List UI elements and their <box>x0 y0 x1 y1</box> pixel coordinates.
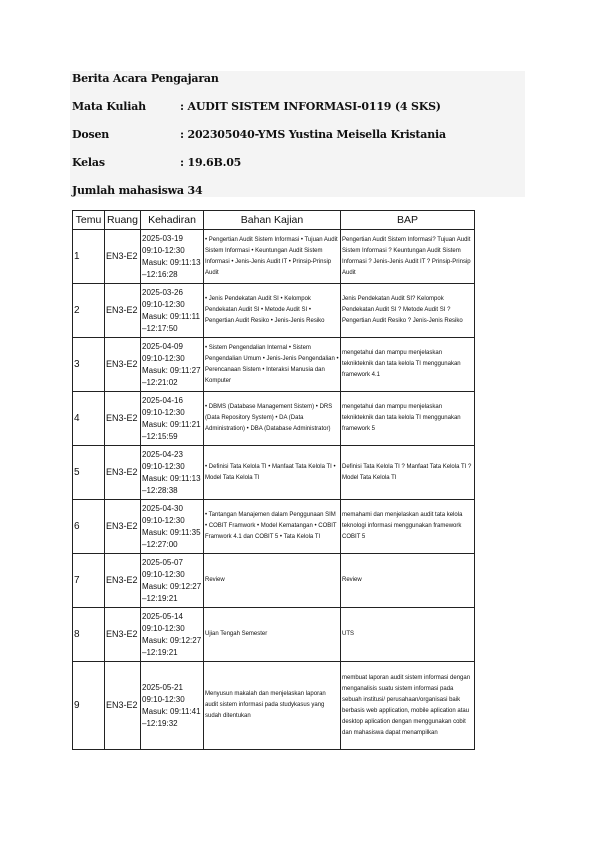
meeting-number: 3 <box>73 338 105 392</box>
room-cell: EN3-E2 <box>105 554 141 608</box>
table-row <box>73 554 475 608</box>
table-row <box>73 284 475 338</box>
table-row <box>73 230 475 284</box>
meeting-number: 6 <box>73 500 105 554</box>
meeting-number: 9 <box>73 662 105 750</box>
lecturer-row <box>72 128 446 141</box>
bap-cell: Review <box>341 554 475 608</box>
room-cell: EN3-E2 <box>105 392 141 446</box>
table-row <box>73 392 475 446</box>
meeting-number: 1 <box>73 230 105 284</box>
attendance-cell: 2025-05-14 09:10-12:30 Masuk: 09:12:27 –12:19:21 <box>141 608 204 662</box>
topic-cell: Review <box>204 554 341 608</box>
room-cell: EN3-E2 <box>105 446 141 500</box>
course-label: Mata Kuliah <box>72 100 146 113</box>
topic-cell: • Definisi Tata Kelola TI • Manfaat Tata Kelola TI • Model Tata Kelola TI <box>204 446 341 500</box>
bap-cell: Definisi Tata Kelola TI ? Manfaat Tata Kelola TI ? Model Tata Kelola TI <box>341 446 475 500</box>
teaching-record-table <box>72 210 475 750</box>
bap-cell: memahami dan menjelaskan audit tata kelola teknologi informasi menggunakan framework COBIT 5 <box>341 500 475 554</box>
attendance-cell: 2025-04-30 09:10-12:30 Masuk: 09:11:35 –12:27:00 <box>141 500 204 554</box>
attendance-cell: 2025-05-07 09:10-12:30 Masuk: 09:12:27 –12:19:21 <box>141 554 204 608</box>
course-row <box>72 100 441 113</box>
table-row <box>73 608 475 662</box>
student-count-value: : 34 <box>180 184 203 197</box>
column-header-bahan-kajian: Bahan Kajian <box>204 211 341 230</box>
class-label: Kelas <box>72 156 105 169</box>
column-header-bap: BAP <box>341 211 475 230</box>
attendance-cell: 2025-04-09 09:10-12:30 Masuk: 09:11:27 –12:21:02 <box>141 338 204 392</box>
column-header-temu: Temu <box>73 211 105 230</box>
attendance-cell: 2025-04-23 09:10-12:30 Masuk: 09:11:13 –12:28:38 <box>141 446 204 500</box>
room-cell: EN3-E2 <box>105 338 141 392</box>
bap-cell: mengetahui dan mampu menjelaskan teknikteknik dan tata kelola TI menggunakan framework 5 <box>341 392 475 446</box>
bap-cell: Jenis Pendekatan Audit SI? Kelompok Pendekatan Audit SI ? Metode Audit SI ? Pengertian Audit Resiko ? Jenis-Jenis Resiko <box>341 284 475 338</box>
student-count-row <box>72 184 203 197</box>
meeting-number: 2 <box>73 284 105 338</box>
attendance-cell: 2025-03-19 09:10-12:30 Masuk: 09:11:13 –12:16:28 <box>141 230 204 284</box>
topic-cell: • Pengertian Audit Sistem Informasi • Tujuan Audit Sistem Informasi • Keuntungan Audit Sistem Informasi • Jenis-Jenis Audit IT • Prinsip-Prinsip Audit <box>204 230 341 284</box>
bap-cell: Pengertian Audit Sistem Informasi? Tujuan Audit Sistem Informasi ? Keuntungan Audit Sistem Informasi ? Jenis-Jenis Audit IT ? Prinsip-Prinsip Audit <box>341 230 475 284</box>
bap-cell: UTS <box>341 608 475 662</box>
bap-cell: membuat laporan audit sistem informasi dengan menganalisis suatu sistem informasi pada sebuah institusi/ perusahaan/organisasi baik berbasis web application, mobile aplication atau desktop aplication dengan menggunakan cobit dan mahasiswa dapat menampilkan <box>341 662 475 750</box>
attendance-cell: 2025-03-26 09:10-12:30 Masuk: 09:11:11 –12:17:50 <box>141 284 204 338</box>
class-value: : 19.6B.05 <box>180 156 242 169</box>
topic-cell: • Tantangan Manajemen dalam Penggunaan SIM • COBIT Framwork • Model Kematangan • COBIT Framwork 4.1 dan COBIT 5 • Tata Kelola TI <box>204 500 341 554</box>
topic-cell: Menyusun makalah dan menjelaskan laporan audit sistem informasi pada studykasus yang sudah ditentukan <box>204 662 341 750</box>
table-row <box>73 500 475 554</box>
meeting-number: 8 <box>73 608 105 662</box>
topic-cell: • Sistem Pengendalian Internal • Sistem Pengendalian Umum • Jenis-Jenis Pengendalian • Perencanaan Sistem • Interaksi Manusia dan Komputer <box>204 338 341 392</box>
meeting-number: 5 <box>73 446 105 500</box>
page-title: Berita Acara Pengajaran <box>72 72 219 85</box>
room-cell: EN3-E2 <box>105 284 141 338</box>
lecturer-label: Dosen <box>72 128 110 141</box>
topic-cell: Ujian Tengah Semester <box>204 608 341 662</box>
class-row <box>72 156 242 169</box>
meeting-number: 7 <box>73 554 105 608</box>
lecturer-value: : 202305040-YMS Yustina Meisella Kristania <box>180 128 446 141</box>
column-header-ruang: Ruang <box>105 211 141 230</box>
course-value: : AUDIT SISTEM INFORMASI-0119 (4 SKS) <box>180 100 441 113</box>
topic-cell: • DBMS (Database Management Sistem) • DRS (Data Repository System) • DA (Data Administration) • DBA (Database Administrator) <box>204 392 341 446</box>
column-header-kehadiran: Kehadiran <box>141 211 204 230</box>
meeting-number: 4 <box>73 392 105 446</box>
bap-cell: mengetahui dan mampu menjelaskan teknikteknik dan tata kelola TI menggunakan framework 4.1 <box>341 338 475 392</box>
room-cell: EN3-E2 <box>105 608 141 662</box>
table-row <box>73 662 475 750</box>
student-count-label: Jumlah mahasiswa <box>72 184 184 197</box>
attendance-cell: 2025-04-16 09:10-12:30 Masuk: 09:11:21 –12:15:59 <box>141 392 204 446</box>
room-cell: EN3-E2 <box>105 500 141 554</box>
room-cell: EN3-E2 <box>105 662 141 750</box>
table-row <box>73 446 475 500</box>
table-row <box>73 338 475 392</box>
topic-cell: • Jenis Pendekatan Audit SI • Kelompok Pendekatan Audit SI • Metode Audit SI • Pengertian Audit Resiko • Jenis-Jenis Resiko <box>204 284 341 338</box>
attendance-cell: 2025-05-21 09:10-12:30 Masuk: 09:11:41 –12:19:32 <box>141 662 204 750</box>
table-header-row <box>73 211 475 230</box>
room-cell: EN3-E2 <box>105 230 141 284</box>
